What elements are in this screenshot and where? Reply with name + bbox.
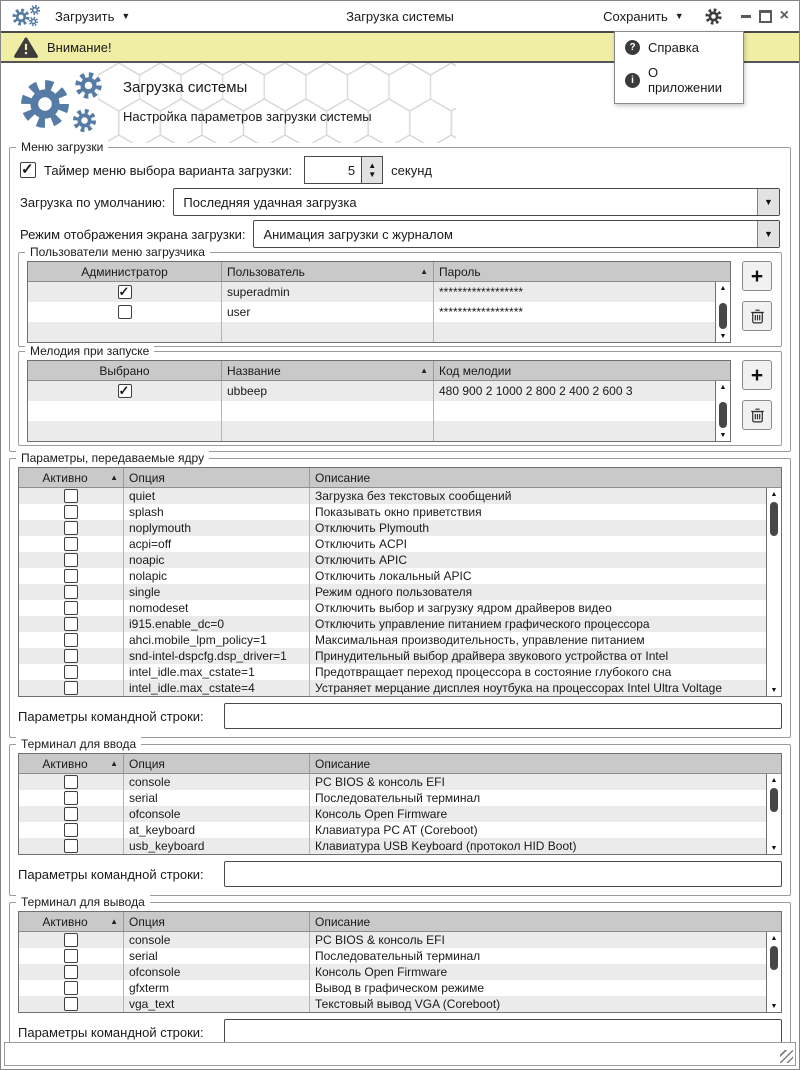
plus-icon: + <box>750 363 764 387</box>
cell-description: Отключить локальный APIC <box>309 568 781 584</box>
display-mode-row <box>20 220 780 248</box>
minimize-icon[interactable] <box>741 15 751 18</box>
table-row[interactable] <box>19 504 781 520</box>
cell-option: usb_keyboard <box>123 838 309 854</box>
table-row[interactable] <box>19 932 781 948</box>
row-checkbox[interactable] <box>64 681 78 695</box>
column-header-option[interactable] <box>123 912 309 931</box>
combobox-arrow-icon[interactable]: ▼ <box>757 189 779 215</box>
scroll-up-icon[interactable]: ▲ <box>770 490 778 498</box>
cell-option: single <box>123 584 309 600</box>
table-row[interactable] <box>19 648 781 664</box>
column-header-description[interactable] <box>309 754 781 773</box>
scroll-up-icon[interactable]: ▲ <box>719 284 727 292</box>
add-melody-button[interactable] <box>742 360 772 390</box>
table-filler-row <box>28 322 730 342</box>
cmdline-label: Параметры командной строки: <box>18 866 204 882</box>
toolbar <box>1 1 799 33</box>
cell-description: Клавиатура PC AT (Coreboot) <box>309 822 781 838</box>
vertical-scrollbar[interactable] <box>715 282 730 342</box>
sort-ascending-icon: ▲ <box>110 759 118 768</box>
cell-option: quiet <box>123 488 309 504</box>
cell-option: serial <box>123 790 309 806</box>
scroll-thumb[interactable] <box>719 402 727 428</box>
column-header-active[interactable] <box>19 912 123 931</box>
group-legend: Меню загрузки <box>16 140 108 155</box>
column-header-user[interactable] <box>221 262 433 281</box>
column-header-active[interactable] <box>19 468 123 487</box>
group-legend: Терминал для ввода <box>16 737 141 752</box>
row-checkbox[interactable] <box>64 521 78 535</box>
column-header-label: Пользователь <box>227 264 305 279</box>
table-row[interactable] <box>19 552 781 568</box>
cell-description: Режим одного пользователя <box>309 584 781 600</box>
column-header-label: Активно <box>42 756 88 771</box>
table-row[interactable] <box>19 980 781 996</box>
cell-description: Вывод в графическом режиме <box>309 980 781 996</box>
column-header-description[interactable] <box>309 912 781 931</box>
timer-spinner[interactable] <box>304 156 383 184</box>
delete-user-button[interactable] <box>742 301 772 331</box>
row-checkbox[interactable] <box>64 553 78 567</box>
column-header-label: Код мелодии <box>439 363 512 378</box>
column-header-label: Активно <box>42 914 88 929</box>
sort-ascending-icon: ▲ <box>110 917 118 926</box>
page-title: Загрузка системы <box>123 79 248 96</box>
cell-option: nolapic <box>123 568 309 584</box>
cell-description: Предотвращает переход процессора в состояние глубокого сна <box>309 664 781 680</box>
table-row[interactable] <box>19 568 781 584</box>
bootloader-users-group <box>18 245 782 347</box>
group-legend: Пользователи меню загрузчика <box>25 245 210 260</box>
column-header-admin[interactable] <box>28 262 221 281</box>
page-subtitle: Настройка параметров загрузки системы <box>123 109 372 124</box>
help-icon: ? <box>625 40 640 55</box>
timer-row <box>20 156 780 184</box>
row-checkbox[interactable] <box>64 823 78 837</box>
menu-item-label: Справка <box>648 40 699 55</box>
cell-description: Клавиатура USB Keyboard (протокол HID Boot) <box>309 838 781 854</box>
plus-icon: + <box>750 264 764 288</box>
menu-item-help[interactable] <box>615 35 743 60</box>
cmdline-label: Параметры командной строки: <box>18 708 204 724</box>
table-row[interactable] <box>19 520 781 536</box>
table-row[interactable] <box>19 632 781 648</box>
terminal-input-group <box>9 737 791 896</box>
scroll-track[interactable] <box>767 786 781 842</box>
timer-checkbox[interactable] <box>20 162 36 178</box>
table-row[interactable] <box>19 822 781 838</box>
cell-option: console <box>123 774 309 790</box>
table-row[interactable] <box>19 964 781 980</box>
add-user-button[interactable] <box>742 261 772 291</box>
timer-unit-label: секунд <box>391 162 432 178</box>
vertical-scrollbar[interactable] <box>766 932 781 1012</box>
cell-description: Отключить выбор и загрузку ядром драйверов видео <box>309 600 781 616</box>
column-header-label: Описание <box>315 470 371 485</box>
table-row[interactable] <box>19 774 781 790</box>
table-row[interactable] <box>28 302 730 322</box>
table-row[interactable] <box>19 806 781 822</box>
main-content <box>1 140 799 1040</box>
trash-icon <box>750 407 765 423</box>
cell-description: PC BIOS & консоль EFI <box>309 774 781 790</box>
cell-option: intel_idle.max_cstate=1 <box>123 664 309 680</box>
cell-option: ofconsole <box>123 806 309 822</box>
table-row[interactable] <box>19 600 781 616</box>
column-header-code[interactable] <box>433 361 730 380</box>
row-checkbox[interactable] <box>64 965 78 979</box>
cell-description: Отключить Plymouth <box>309 520 781 536</box>
row-checkbox[interactable] <box>64 997 78 1011</box>
row-checkbox[interactable] <box>64 933 78 947</box>
cell-name: ubbeep <box>221 381 433 401</box>
column-header-label: Выбрано <box>99 363 150 378</box>
table-row[interactable] <box>19 616 781 632</box>
scroll-up-icon[interactable]: ▲ <box>770 776 778 784</box>
table-row[interactable] <box>19 838 781 854</box>
scroll-thumb[interactable] <box>719 303 727 329</box>
terminal-input-cmdline-input[interactable] <box>224 861 782 887</box>
timer-value: 5 <box>305 157 361 183</box>
warning-text: Внимание! <box>47 39 112 55</box>
row-checkbox[interactable] <box>118 285 132 299</box>
row-checkbox[interactable] <box>64 489 78 503</box>
row-checkbox[interactable] <box>64 585 78 599</box>
spinner-down-icon[interactable]: ▼ <box>368 170 377 179</box>
row-checkbox[interactable] <box>64 949 78 963</box>
column-header-label: Активно <box>42 470 88 485</box>
row-checkbox[interactable] <box>118 305 132 319</box>
cell-code: 480 900 2 1000 2 800 2 400 2 600 3 <box>433 381 730 401</box>
cell-option: vga_text <box>123 996 309 1012</box>
menu-item-label: О приложении <box>648 65 722 95</box>
cell-option: gfxterm <box>123 980 309 996</box>
scroll-track[interactable] <box>767 944 781 1000</box>
logo-gears-icon <box>15 70 111 136</box>
cell-description: Консоль Open Firmware <box>309 806 781 822</box>
cell-description: Консоль Open Firmware <box>309 964 781 980</box>
column-header-label: Администратор <box>81 264 168 279</box>
chevron-down-icon: ▼ <box>674 10 684 21</box>
spinner-up-icon[interactable]: ▲ <box>368 160 377 170</box>
row-checkbox[interactable] <box>118 384 132 398</box>
users-table[interactable] <box>27 261 731 343</box>
resize-grip-icon[interactable] <box>780 1050 793 1063</box>
save-button[interactable] <box>599 7 688 26</box>
status-bar <box>4 1042 796 1066</box>
app-gears-icon <box>11 4 43 28</box>
save-dropdown-menu <box>614 31 744 104</box>
cell-option: nomodeset <box>123 600 309 616</box>
table-row[interactable] <box>19 584 781 600</box>
table-row[interactable] <box>19 536 781 552</box>
chevron-down-icon: ▼ <box>121 10 131 21</box>
load-button[interactable] <box>51 7 134 26</box>
sort-ascending-icon: ▲ <box>110 473 118 482</box>
cell-description: PC BIOS & консоль EFI <box>309 932 781 948</box>
display-mode-combobox[interactable] <box>253 220 780 248</box>
scroll-track[interactable] <box>767 500 781 684</box>
column-header-label: Описание <box>315 756 371 771</box>
column-header-label: Опция <box>129 756 165 771</box>
menu-item-about[interactable] <box>615 60 743 100</box>
column-header-label: Пароль <box>439 264 481 279</box>
kernel-cmdline-input[interactable] <box>224 703 782 729</box>
row-checkbox[interactable] <box>64 839 78 853</box>
row-checkbox[interactable] <box>64 569 78 583</box>
table-row[interactable] <box>19 488 781 504</box>
sort-ascending-icon: ▲ <box>420 267 428 276</box>
close-icon[interactable]: × <box>779 7 789 24</box>
vertical-scrollbar[interactable] <box>715 381 730 441</box>
scroll-thumb[interactable] <box>770 946 778 970</box>
window-controls <box>741 9 789 23</box>
terminal-input-table[interactable] <box>18 753 782 855</box>
hexagon-pattern <box>98 63 456 143</box>
cell-description: Последовательный терминал <box>309 790 781 806</box>
melody-table[interactable] <box>27 360 731 442</box>
terminal-output-group <box>9 895 791 1054</box>
group-legend: Терминал для вывода <box>16 895 150 910</box>
warning-icon <box>14 37 38 58</box>
terminal-output-table[interactable] <box>18 911 782 1013</box>
table-row[interactable] <box>19 996 781 1012</box>
scroll-down-icon[interactable]: ▼ <box>719 332 727 340</box>
cell-option: splash <box>123 504 309 520</box>
combobox-arrow-icon[interactable]: ▼ <box>757 221 779 247</box>
default-boot-row <box>20 188 780 216</box>
combobox-value: Последняя удачная загрузка <box>183 194 357 210</box>
scroll-up-icon[interactable]: ▲ <box>770 934 778 942</box>
maximize-icon[interactable] <box>759 10 772 23</box>
cmdline-label: Параметры командной строки: <box>18 1024 204 1040</box>
cell-description: Отключить APIC <box>309 552 781 568</box>
table-row[interactable] <box>19 664 781 680</box>
scroll-thumb[interactable] <box>770 788 778 812</box>
cell-option: snd-intel-dspcfg.dsp_driver=1 <box>123 648 309 664</box>
column-header-name[interactable] <box>221 361 433 380</box>
cell-description: Отключить ACPI <box>309 536 781 552</box>
startup-melody-group <box>18 344 782 446</box>
table-filler-row <box>28 401 730 421</box>
delete-melody-button[interactable] <box>742 400 772 430</box>
boot-menu-group <box>9 140 791 452</box>
cell-description: Отключить управление питанием графического процессора <box>309 616 781 632</box>
group-legend: Мелодия при запуске <box>25 344 154 359</box>
scroll-down-icon[interactable]: ▼ <box>719 431 727 439</box>
row-checkbox[interactable] <box>64 537 78 551</box>
cell-description: Устраняет мерцание дисплея ноутбука на процессорах Intel Ultra Voltage <box>309 680 781 696</box>
row-checkbox[interactable] <box>64 601 78 615</box>
default-boot-combobox[interactable] <box>173 188 780 216</box>
kernel-params-table[interactable] <box>18 467 782 697</box>
table-row[interactable] <box>28 282 730 302</box>
cell-user: user <box>221 302 433 322</box>
display-mode-label: Режим отображения экрана загрузки: <box>20 226 246 242</box>
column-header-password[interactable] <box>433 262 730 281</box>
scroll-down-icon[interactable]: ▼ <box>770 844 778 852</box>
row-checkbox[interactable] <box>64 617 78 631</box>
spinner-buttons[interactable] <box>361 157 382 183</box>
scroll-up-icon[interactable]: ▲ <box>719 383 727 391</box>
cell-description: Загрузка без текстовых сообщений <box>309 488 781 504</box>
table-row[interactable] <box>19 948 781 964</box>
load-button-label: Загрузить <box>55 8 115 24</box>
sort-ascending-icon: ▲ <box>420 366 428 375</box>
column-header-active[interactable] <box>19 754 123 773</box>
cell-option: noplymouth <box>123 520 309 536</box>
scroll-down-icon[interactable]: ▼ <box>770 686 778 694</box>
settings-gear-icon[interactable] <box>704 7 723 26</box>
column-header-description[interactable] <box>309 468 781 487</box>
column-header-label: Описание <box>315 914 371 929</box>
group-legend: Параметры, передаваемые ядру <box>16 451 209 466</box>
column-header-label: Опция <box>129 470 165 485</box>
column-header-option[interactable] <box>123 468 309 487</box>
cell-option: intel_idle.max_cstate=4 <box>123 680 309 696</box>
cell-description: Максимальная производительность, управление питанием <box>309 632 781 648</box>
save-button-label: Сохранить <box>603 8 668 24</box>
cell-option: ahci.mobile_lpm_policy=1 <box>123 632 309 648</box>
cell-description: Текстовый вывод VGA (Coreboot) <box>309 996 781 1012</box>
row-checkbox[interactable] <box>64 791 78 805</box>
cell-user: superadmin <box>221 282 433 302</box>
row-checkbox[interactable] <box>64 505 78 519</box>
scroll-thumb[interactable] <box>770 502 778 536</box>
cell-option: serial <box>123 948 309 964</box>
table-row[interactable] <box>19 790 781 806</box>
cell-option: at_keyboard <box>123 822 309 838</box>
cell-option: noapic <box>123 552 309 568</box>
scroll-down-icon[interactable]: ▼ <box>770 1002 778 1010</box>
scroll-track[interactable] <box>716 294 730 330</box>
default-boot-label: Загрузка по умолчанию: <box>20 194 166 210</box>
column-header-option[interactable] <box>123 754 309 773</box>
cell-description: Показывать окно приветствия <box>309 504 781 520</box>
row-checkbox[interactable] <box>64 981 78 995</box>
scroll-track[interactable] <box>716 393 730 429</box>
row-checkbox[interactable] <box>64 775 78 789</box>
vertical-scrollbar[interactable] <box>766 488 781 696</box>
cell-description: Последовательный терминал <box>309 948 781 964</box>
timer-label: Таймер меню выбора варианта загрузки: <box>44 162 293 178</box>
column-header-label: Опция <box>129 914 165 929</box>
table-row[interactable] <box>19 680 781 696</box>
kernel-params-group <box>9 451 791 738</box>
vertical-scrollbar[interactable] <box>766 774 781 854</box>
cell-option: ofconsole <box>123 964 309 980</box>
info-icon: i <box>625 73 640 88</box>
row-checkbox[interactable] <box>64 633 78 647</box>
combobox-value: Анимация загрузки с журналом <box>263 226 453 242</box>
column-header-checked[interactable] <box>28 361 221 380</box>
table-filler-row <box>28 421 730 441</box>
cell-option: console <box>123 932 309 948</box>
cell-option: i915.enable_dc=0 <box>123 616 309 632</box>
row-checkbox[interactable] <box>64 649 78 663</box>
cell-password: ****************** <box>433 302 730 322</box>
table-row[interactable] <box>28 381 730 401</box>
row-checkbox[interactable] <box>64 807 78 821</box>
cell-password: ****************** <box>433 282 730 302</box>
cell-option: acpi=off <box>123 536 309 552</box>
cell-description: Принудительный выбор драйвера звукового устройства от Intel <box>309 648 781 664</box>
column-header-label: Название <box>227 363 281 378</box>
trash-icon <box>750 308 765 324</box>
window-title: Загрузка системы <box>346 8 454 24</box>
row-checkbox[interactable] <box>64 665 78 679</box>
